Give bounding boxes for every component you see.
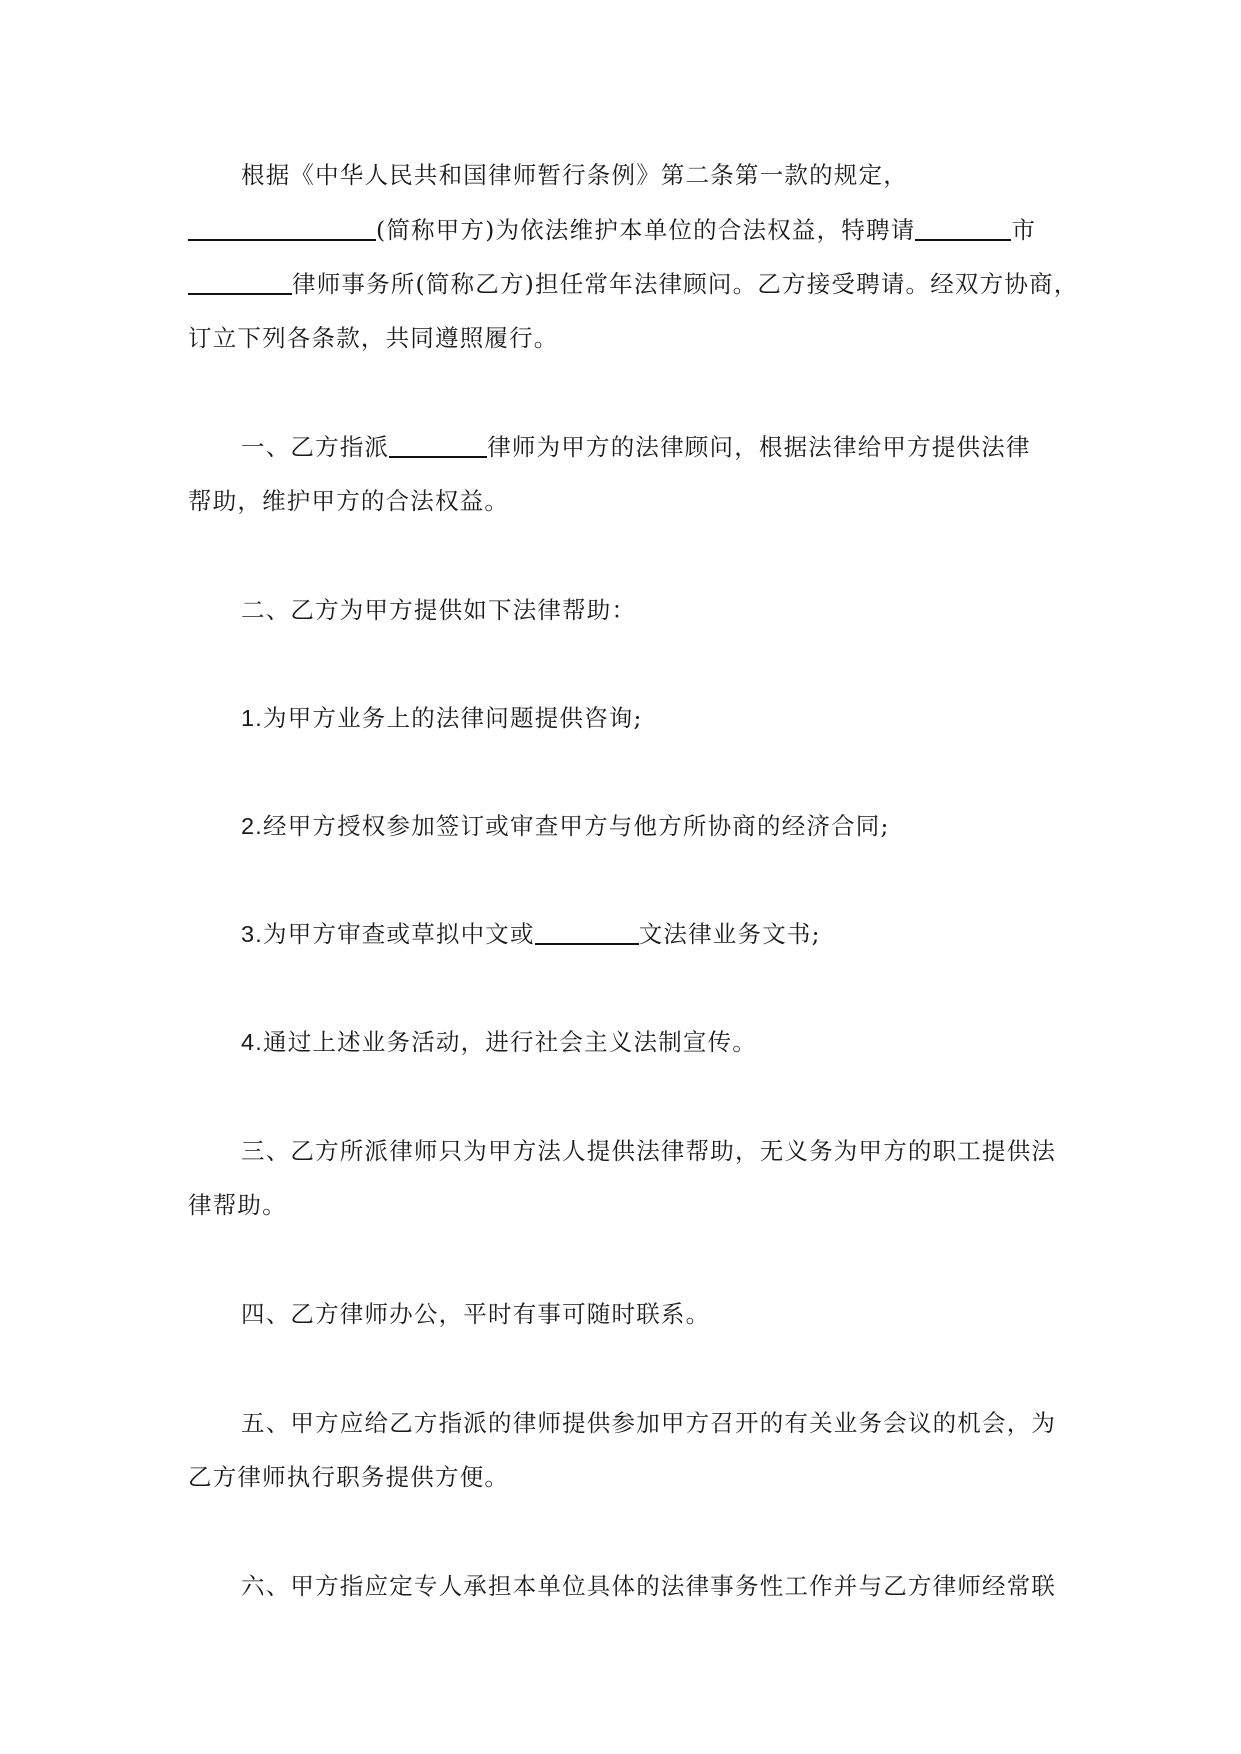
item-4: 4.通过上述业务活动，进行社会主义法制宣传。 <box>241 1028 757 1056</box>
article-1-line-2: 帮助，维护甲方的合法权益。 <box>188 487 510 515</box>
intro-line-4: 订立下列各条款，共同遵照履行。 <box>188 324 559 352</box>
blank-language[interactable] <box>535 919 639 945</box>
article-2-line-1: 二、乙方为甲方提供如下法律帮助： <box>241 596 637 624</box>
intro-line-2: (简称甲方)为依法维护本单位的合法权益，特聘请 市 <box>188 213 1036 247</box>
article-5-line-2: 乙方律师执行职务提供方便。 <box>188 1463 510 1491</box>
intro-line-1: 根据《中华人民共和国律师暂行条例》第二条第一款的规定， <box>241 161 908 189</box>
item-1: 1.为甲方业务上的法律问题提供咨询; <box>241 704 643 732</box>
blank-law-firm[interactable] <box>188 269 292 295</box>
article-6-line-1: 六、甲方指应定专人承担本单位具体的法律事务性工作并与乙方律师经常联 <box>241 1572 1057 1600</box>
article-1-line-1: 一、乙方指派 律师为甲方的法律顾问，根据法律给甲方提供法律 <box>241 433 1031 461</box>
article-4-line-1: 四、乙方律师办公，平时有事可随时联系。 <box>241 1300 711 1328</box>
intro-line-3: 律师事务所(简称乙方)担任常年法律顾问。乙方接受聘请。经双方协商， <box>188 267 1078 301</box>
article-3-line-1: 三、乙方所派律师只为甲方法人提供法律帮助，无义务为甲方的职工提供法 <box>241 1137 1057 1165</box>
article-5-line-1: 五、甲方应给乙方指派的律师提供参加甲方召开的有关业务会议的机会，为 <box>241 1409 1057 1437</box>
blank-party-a-name[interactable] <box>188 215 376 241</box>
article-3-line-2: 律帮助。 <box>188 1191 287 1219</box>
blank-city[interactable] <box>915 215 1011 241</box>
item-3: 3.为甲方审查或草拟中文或 文法律业务文书; <box>241 920 821 948</box>
blank-lawyer-name[interactable] <box>389 432 487 458</box>
item-2: 2.经甲方授权参加签订或审查甲方与他方所协商的经济合同; <box>241 812 890 840</box>
